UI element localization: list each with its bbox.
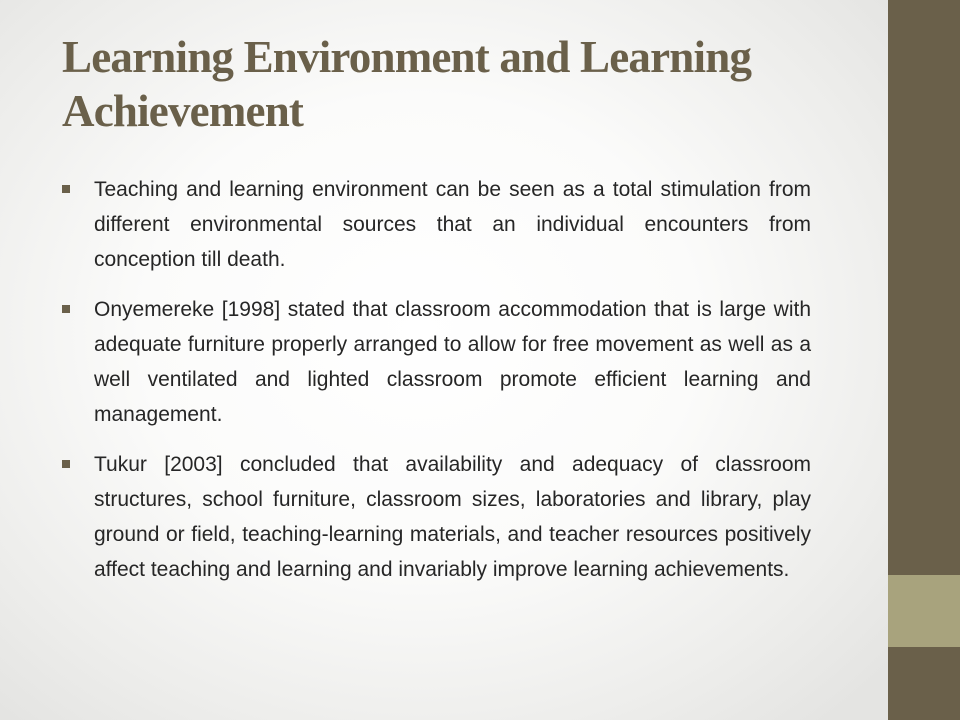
bullet-text: Tukur [2003] concluded that availability and adequacy of classroom structures, school furniture, classroom sizes, laboratories and library, play ground or field, teaching-learning materials, and teacher resources positively affect teaching and learning and invariably improve learning achievements. [94, 453, 811, 581]
square-bullet-icon [62, 460, 70, 468]
bullet-text: Onyemereke [1998] stated that classroom accommodation that is large with adequate furniture properly arranged to allow for free movement as well as a well ventilated and lighted classroom promote efficient learning and management. [94, 298, 811, 426]
slide-title: Learning Environment and Learning Achievement [62, 32, 752, 136]
bullet-item [62, 447, 811, 587]
square-bullet-icon [62, 305, 70, 313]
decorative-side-accent [888, 575, 960, 647]
square-bullet-icon [62, 185, 70, 193]
bullet-item [62, 172, 811, 277]
bullet-text: Teaching and learning environment can be seen as a total stimulation from different environmental sources that an individual encounters from conception till death. [94, 178, 811, 271]
bullet-item [62, 292, 811, 432]
bullet-list [62, 172, 811, 602]
